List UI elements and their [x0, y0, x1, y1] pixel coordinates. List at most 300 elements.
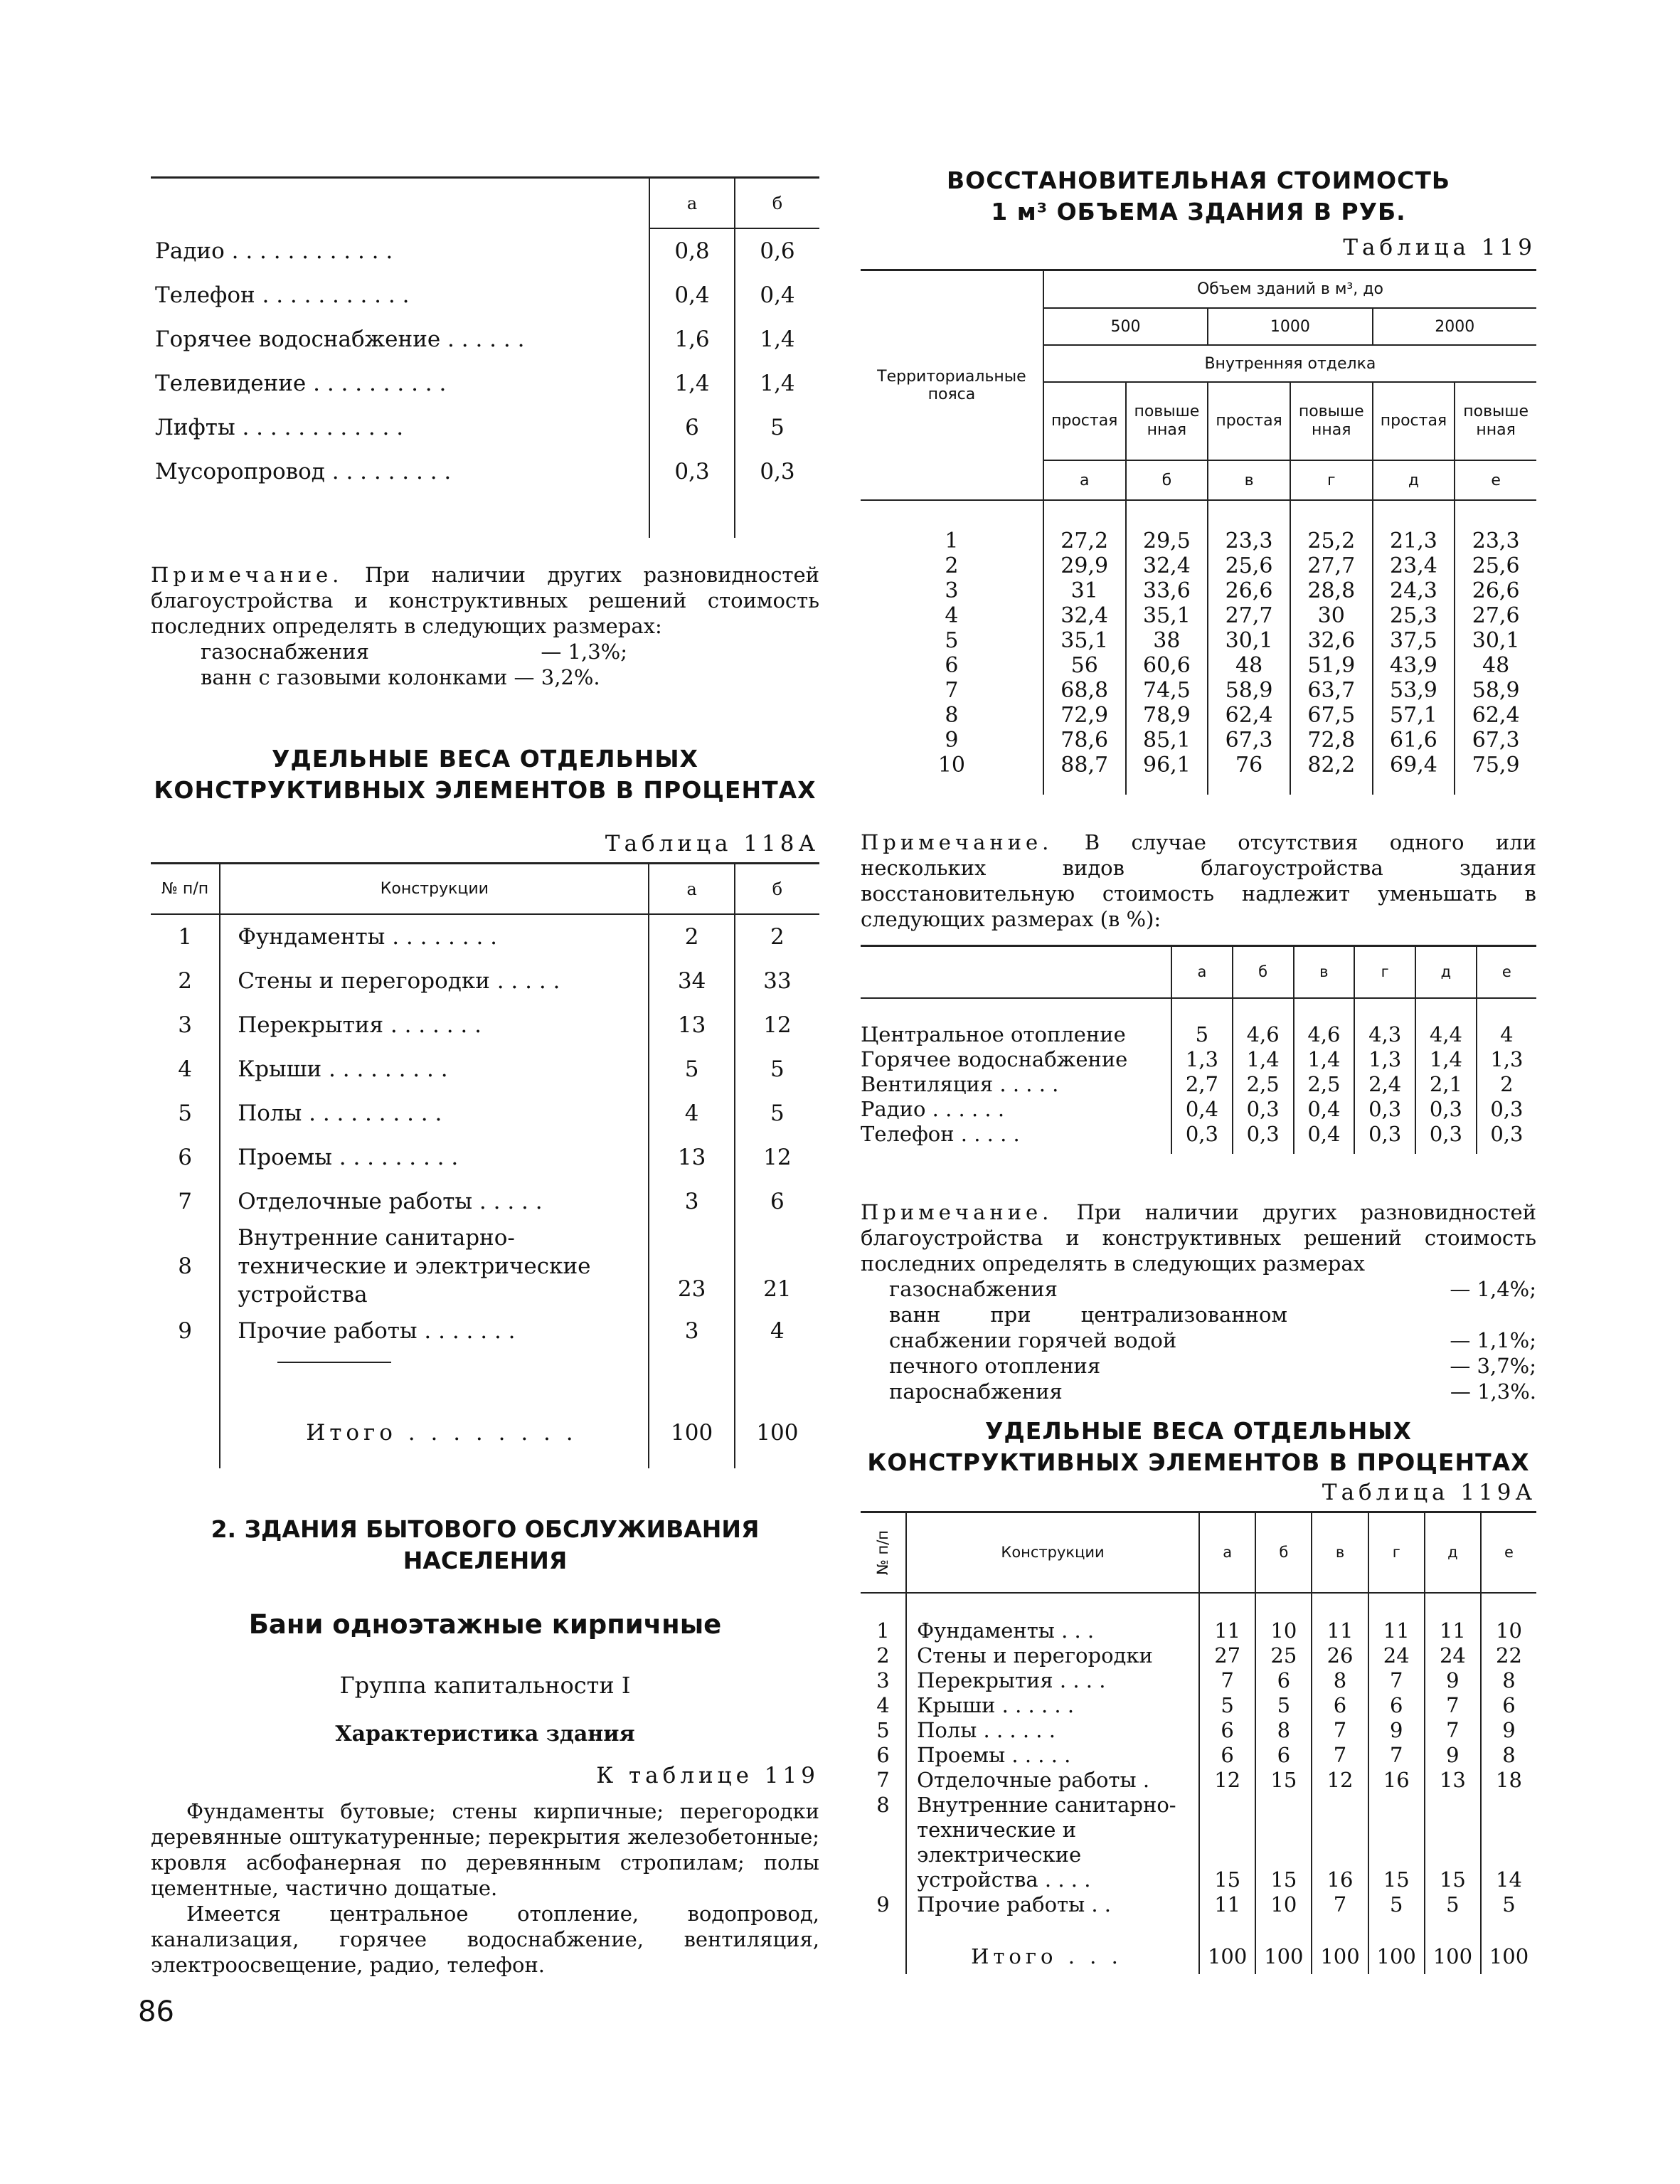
- row-number: 1: [178, 924, 192, 950]
- header-b: б: [735, 864, 819, 914]
- cost-value: 27,6: [1455, 603, 1536, 628]
- weight-value: 6: [1481, 1693, 1536, 1718]
- row-name: Проемы . . . . .: [906, 1743, 1199, 1768]
- weight-value: 11: [1312, 1618, 1368, 1643]
- value-a: 5: [649, 1047, 734, 1091]
- weight-value: 8: [1481, 1668, 1536, 1693]
- weight-value: 14: [1481, 1793, 1536, 1892]
- cost-value: 88,7: [1043, 753, 1126, 778]
- row-name: Отделочные работы . . . . .: [220, 1180, 649, 1224]
- zone-number: 9: [945, 728, 959, 753]
- weight-value: 9: [1481, 1718, 1536, 1743]
- header-finish-type: простая: [1373, 382, 1455, 460]
- reduction-value: 2,4: [1354, 1072, 1415, 1097]
- header-finish: Внутренняя отделка: [1043, 345, 1536, 382]
- value-b: 0,4: [735, 273, 819, 317]
- weight-value: 7: [1312, 1743, 1368, 1768]
- row-label: Телефон . . . . . . . . . . .: [155, 282, 410, 308]
- weight-value: 15: [1368, 1793, 1425, 1892]
- weight-value: 22: [1481, 1643, 1536, 1668]
- value-b: 21: [735, 1224, 819, 1309]
- weight-value: 15: [1255, 1768, 1312, 1793]
- table-row: [151, 1003, 819, 1047]
- row-number: 6: [178, 1145, 192, 1170]
- table-row: [861, 603, 1536, 628]
- table-row: [861, 1743, 1536, 1768]
- weight-value: 7: [1425, 1693, 1481, 1718]
- weight-value: 27: [1199, 1643, 1255, 1668]
- value-a: 13: [649, 1135, 734, 1180]
- weight-value: 8: [1255, 1718, 1312, 1743]
- value-b: 1,4: [735, 361, 819, 405]
- cost-value: 96,1: [1126, 753, 1208, 778]
- zone-number: 6: [945, 653, 959, 678]
- cost-value: 48: [1208, 653, 1290, 678]
- note-text: При наличии других разновидностей благоустройства и конструктивных решений стоимость последних определять в следующих размерах:: [151, 563, 819, 638]
- total-value: 100: [1368, 1939, 1425, 1974]
- cost-value: 61,6: [1373, 728, 1455, 753]
- row-label: Телевидение . . . . . . . . . .: [155, 371, 447, 396]
- title-119-line2: 1 м³ ОБЪЕМА ЗДАНИЯ В РУБ.: [991, 198, 1406, 226]
- note-3-gas: газоснабжения: [889, 1277, 1058, 1301]
- note-3-stove: печного отопления: [889, 1354, 1101, 1378]
- zone-number: 1: [945, 529, 959, 553]
- total-value: 100: [1255, 1939, 1312, 1974]
- cost-value: 43,9: [1373, 653, 1455, 678]
- paragraph-1: Фундаменты бутовые; стены кирпичные; перегородки деревянные оштукатуренные; перекрытия железобетонные; кровля асбофанерная по деревянным стропилам; полы цементные, частично дощатые.: [151, 1799, 819, 1900]
- note-3-baths: ванн при централизованном снабжении горячей водой: [889, 1303, 1287, 1352]
- table-row: [861, 1618, 1536, 1643]
- to-table-119: К таблице 119: [596, 1763, 819, 1788]
- weight-value: 5: [1255, 1693, 1312, 1718]
- table-number-119a: Таблица 119А: [1322, 1480, 1536, 1505]
- reduction-value: 1,3: [1171, 1047, 1233, 1072]
- value-b: 0,3: [735, 450, 819, 494]
- header-finish-type: повышенная: [1455, 382, 1536, 460]
- header-letter: д: [1373, 460, 1455, 500]
- table-row: [861, 1022, 1536, 1047]
- header-no: [861, 1513, 906, 1593]
- note-1: [151, 562, 819, 690]
- header-finish-type: повышенная: [1290, 382, 1373, 460]
- total-label: Итого . . . . . . . .: [220, 1397, 649, 1468]
- cost-value: 25,3: [1373, 603, 1455, 628]
- cost-value: 38: [1126, 628, 1208, 653]
- header-letter: в: [1294, 947, 1355, 998]
- row-number: 5: [876, 1718, 890, 1742]
- weight-value: 9: [1425, 1743, 1481, 1768]
- reduction-value: 0,4: [1294, 1097, 1355, 1122]
- reduction-value: 2,5: [1233, 1072, 1294, 1097]
- table-number-118a: Таблица 118А: [605, 831, 819, 857]
- cost-value: 62,4: [1455, 703, 1536, 728]
- reduction-value: 0,4: [1294, 1122, 1355, 1147]
- title-118a-line1: УДЕЛЬНЫЕ ВЕСА ОТДЕЛЬНЫХ: [271, 745, 699, 773]
- cost-value: 58,9: [1455, 678, 1536, 703]
- row-number: 2: [178, 968, 192, 994]
- reduction-value: 1,4: [1294, 1047, 1355, 1072]
- weight-value: 6: [1199, 1718, 1255, 1743]
- reduction-value: 2,7: [1171, 1072, 1233, 1097]
- table-row: [861, 753, 1536, 778]
- weight-value: 25: [1255, 1643, 1312, 1668]
- header-letter: е: [1477, 947, 1536, 998]
- table-row: [861, 628, 1536, 653]
- weight-value: 7: [1199, 1668, 1255, 1693]
- reduction-value: 4,6: [1294, 1022, 1355, 1047]
- reduction-value: 1,3: [1477, 1047, 1536, 1072]
- weight-value: 6: [1368, 1693, 1425, 1718]
- row-label: Горячее водоснабжение: [861, 1047, 1128, 1071]
- reduction-value: 2,1: [1415, 1072, 1477, 1097]
- section-title: [151, 1514, 819, 1576]
- weight-value: 5: [1199, 1693, 1255, 1718]
- header-letter: г: [1290, 460, 1373, 500]
- header-volume-value: 2000: [1373, 308, 1536, 345]
- table-119: [861, 269, 1536, 795]
- row-name: Внутренние санитарно-технические и электрические устройства . . . .: [906, 1793, 1199, 1892]
- weight-value: 24: [1425, 1643, 1481, 1668]
- row-label: Радио . . . . . . . . . . . .: [155, 238, 393, 264]
- reduction-table: [861, 945, 1536, 1154]
- weight-value: 9: [1425, 1668, 1481, 1693]
- row-name: Полы . . . . . .: [906, 1718, 1199, 1743]
- value-b: 2: [735, 914, 819, 959]
- building-heading: Бани одноэтажные кирпичные: [248, 1609, 722, 1640]
- table-number-119: Таблица 119: [1343, 235, 1536, 260]
- zone-number: 2: [945, 553, 959, 578]
- cost-value: 31: [1043, 578, 1126, 603]
- row-name: Прочие работы . . . . . . .: [220, 1309, 649, 1353]
- weight-value: 16: [1368, 1768, 1425, 1793]
- header-finish-type: простая: [1208, 382, 1290, 460]
- utilities-table: [151, 176, 832, 538]
- reduction-value: 0,3: [1354, 1097, 1415, 1122]
- zone-number: 3: [945, 578, 959, 603]
- cost-value: 23,3: [1208, 529, 1290, 553]
- weight-value: 5: [1425, 1892, 1481, 1917]
- table-row: [861, 1693, 1536, 1718]
- header-no-text: № п/п: [874, 1530, 892, 1576]
- note-3-baths-value: — 1,1%;: [1450, 1328, 1536, 1352]
- section-title-line2: НАСЕЛЕНИЯ: [403, 1547, 568, 1574]
- reduction-value: 0,3: [1233, 1097, 1294, 1122]
- table-row: [151, 1091, 819, 1135]
- weight-value: 11: [1199, 1892, 1255, 1917]
- row-number: 8: [178, 1253, 192, 1279]
- reduction-value: 0,3: [1354, 1122, 1415, 1147]
- note-3-label: Примечание.: [861, 1200, 1053, 1224]
- header-letter: д: [1425, 1513, 1481, 1593]
- header-letter: г: [1368, 1513, 1425, 1593]
- weight-value: 7: [1368, 1668, 1425, 1693]
- paragraph-2: Имеется центральное отопление, водопровод, канализация, горячее водоснабжение, вентиляция, электроосвещение, радио, телефон.: [151, 1902, 819, 1977]
- note-3: [861, 1199, 1536, 1404]
- cost-value: 30,1: [1208, 628, 1290, 653]
- row-name: Крыши . . . . . .: [906, 1693, 1199, 1718]
- cost-value: 74,5: [1126, 678, 1208, 703]
- table-row: [861, 678, 1536, 703]
- cost-value: 68,8: [1043, 678, 1126, 703]
- row-label: Мусоропровод . . . . . . . . .: [155, 459, 452, 484]
- table-row: [151, 1135, 819, 1180]
- header-letter: д: [1415, 947, 1477, 998]
- cost-value: 27,2: [1043, 529, 1126, 553]
- cost-value: 32,6: [1290, 628, 1373, 653]
- value-b: 12: [735, 1135, 819, 1180]
- capital-group: Группа капитальности I: [339, 1672, 631, 1699]
- cost-value: 27,7: [1290, 553, 1373, 578]
- weight-value: 15: [1199, 1793, 1255, 1892]
- reduction-value: 0,3: [1477, 1097, 1536, 1122]
- total-a: 100: [649, 1397, 734, 1468]
- table-row: [861, 1097, 1536, 1122]
- header-letter: б: [1233, 947, 1294, 998]
- note-line-gas: газоснабжения: [201, 640, 369, 664]
- cost-value: 24,3: [1373, 578, 1455, 603]
- row-name: Проемы . . . . . . . . .: [220, 1135, 649, 1180]
- weight-value: 5: [1368, 1892, 1425, 1917]
- header-finish-type: простая: [1043, 382, 1126, 460]
- reduction-value: 1,4: [1233, 1047, 1294, 1072]
- cost-value: 30,1: [1455, 628, 1536, 653]
- value-a: 1,4: [649, 361, 735, 405]
- value-b: 0,6: [735, 228, 819, 273]
- note-3-steam: пароснабжения: [889, 1379, 1063, 1404]
- value-a: 0,8: [649, 228, 735, 273]
- table-row: [151, 1180, 819, 1224]
- table-row: [151, 361, 819, 405]
- table-row: [151, 228, 819, 273]
- title-118a-line2: КОНСТРУКТИВНЫХ ЭЛЕМЕНТОВ В ПРОЦЕНТАХ: [154, 776, 817, 804]
- row-name: Перекрытия . . . . . . .: [220, 1003, 649, 1047]
- reduction-value: 5: [1171, 1022, 1233, 1047]
- table-row: [861, 1072, 1536, 1097]
- header-letter: в: [1312, 1513, 1368, 1593]
- weight-value: 13: [1425, 1768, 1481, 1793]
- row-label: Вентиляция . . . . .: [861, 1072, 1059, 1096]
- cost-value: 67,5: [1290, 703, 1373, 728]
- row-label: Горячее водоснабжение . . . . . .: [155, 327, 525, 352]
- weight-value: 16: [1312, 1793, 1368, 1892]
- table-row: [861, 703, 1536, 728]
- cost-value: 72,8: [1290, 728, 1373, 753]
- row-name: Прочие работы . .: [906, 1892, 1199, 1917]
- weight-value: 12: [1199, 1768, 1255, 1793]
- weight-value: 15: [1425, 1793, 1481, 1892]
- total-b: 100: [735, 1397, 819, 1468]
- note-2: [861, 829, 1536, 932]
- reduction-value: 0,3: [1477, 1122, 1536, 1147]
- cost-value: 69,4: [1373, 753, 1455, 778]
- table-row: [861, 1122, 1536, 1147]
- row-name: Стены и перегородки . . . . .: [220, 959, 649, 1003]
- table-119a: [861, 1511, 1536, 1974]
- value-b: 12: [735, 1003, 819, 1047]
- cost-value: 75,9: [1455, 753, 1536, 778]
- note-label: Примечание.: [151, 563, 344, 587]
- section-title-line1: 2. ЗДАНИЯ БЫТОВОГО ОБСЛУЖИВАНИЯ: [211, 1515, 760, 1543]
- weight-value: 6: [1312, 1693, 1368, 1718]
- table-row: [151, 1224, 819, 1309]
- table-row: [861, 1892, 1536, 1917]
- title-119a-line1: УДЕЛЬНЫЕ ВЕСА ОТДЕЛЬНЫХ: [984, 1417, 1413, 1445]
- reduction-value: 0,3: [1171, 1122, 1233, 1147]
- note-3-gas-value: — 1,4%;: [1450, 1277, 1536, 1301]
- value-a: 34: [649, 959, 734, 1003]
- col-b-header: б: [735, 179, 819, 228]
- row-number: 5: [178, 1101, 192, 1126]
- reduction-value: 1,4: [1415, 1047, 1477, 1072]
- weight-value: 15: [1255, 1793, 1312, 1892]
- header-volume: Объем зданий в м³, до: [1043, 271, 1536, 308]
- weight-value: 5: [1481, 1892, 1536, 1917]
- cost-value: 60,6: [1126, 653, 1208, 678]
- note-line-baths: ванн с газовыми колонками — 3,2%.: [201, 665, 600, 689]
- note-line-gas-value: — 1,3%;: [541, 640, 627, 664]
- total-label: Итого . . .: [906, 1939, 1199, 1974]
- title-118a: [151, 743, 819, 806]
- reduction-value: 0,4: [1171, 1097, 1233, 1122]
- total-value: 100: [1481, 1939, 1536, 1974]
- weight-value: 7: [1368, 1743, 1425, 1768]
- weight-value: 7: [1312, 1892, 1368, 1917]
- title-119: [861, 165, 1536, 228]
- cost-value: 29,9: [1043, 553, 1126, 578]
- cost-value: 78,9: [1126, 703, 1208, 728]
- cost-value: 29,5: [1126, 529, 1208, 553]
- header-volume-value: 1000: [1208, 308, 1372, 345]
- cost-value: 67,3: [1455, 728, 1536, 753]
- reduction-value: 0,3: [1233, 1122, 1294, 1147]
- row-number: 9: [876, 1892, 890, 1917]
- zone-number: 5: [945, 628, 959, 653]
- weight-value: 7: [1312, 1718, 1368, 1743]
- row-number: 2: [876, 1643, 890, 1668]
- cost-value: 37,5: [1373, 628, 1455, 653]
- value-a: 2: [649, 914, 734, 959]
- cost-value: 51,9: [1290, 653, 1373, 678]
- cost-value: 82,2: [1290, 753, 1373, 778]
- cost-value: 25,2: [1290, 529, 1373, 553]
- table-row: [151, 405, 819, 450]
- row-name: Перекрытия . . . .: [906, 1668, 1199, 1693]
- cost-value: 78,6: [1043, 728, 1126, 753]
- note-3-text: При наличии других разновидностей благоустройства и конструктивных решений стоимость последних определять в следующих размерах: [861, 1200, 1536, 1276]
- cost-value: 32,4: [1126, 553, 1208, 578]
- row-name: Полы . . . . . . . . . .: [220, 1091, 649, 1135]
- cost-value: 35,1: [1043, 628, 1126, 653]
- weight-value: 10: [1481, 1618, 1536, 1643]
- cost-value: 56: [1043, 653, 1126, 678]
- table-118a: [151, 862, 832, 1468]
- cost-value: 48: [1455, 653, 1536, 678]
- value-b: 5: [735, 405, 819, 450]
- cost-value: 33,6: [1126, 578, 1208, 603]
- note-2-label: Примечание.: [861, 830, 1053, 854]
- row-number: 1: [876, 1618, 890, 1643]
- row-name: Крыши . . . . . . . . .: [220, 1047, 649, 1091]
- table-row: [861, 1047, 1536, 1072]
- value-a: 0,3: [649, 450, 735, 494]
- header-letter: е: [1455, 460, 1536, 500]
- zone-number: 8: [945, 703, 959, 728]
- cost-value: 28,8: [1290, 578, 1373, 603]
- table-row: [151, 959, 819, 1003]
- header-letter: г: [1354, 947, 1415, 998]
- weight-value: 8: [1312, 1668, 1368, 1693]
- row-name: Фундаменты . . .: [906, 1618, 1199, 1643]
- zone-number: 10: [937, 753, 966, 778]
- reduction-value: 1,3: [1354, 1047, 1415, 1072]
- reduction-value: 4,4: [1415, 1022, 1477, 1047]
- title-119a-line2: КОНСТРУКТИВНЫХ ЭЛЕМЕНТОВ В ПРОЦЕНТАХ: [867, 1448, 1530, 1476]
- table-row: [861, 578, 1536, 603]
- table-row: [861, 1643, 1536, 1668]
- note-3-stove-value: — 3,7%;: [1450, 1354, 1536, 1378]
- table-row: [861, 1793, 1536, 1892]
- header-name: Конструкции: [220, 864, 649, 914]
- table-row: [861, 1768, 1536, 1793]
- header-volume-value: 500: [1043, 308, 1208, 345]
- row-name: Стены и перегородки: [906, 1643, 1199, 1668]
- reduction-value: 2,5: [1294, 1072, 1355, 1097]
- weight-value: 18: [1481, 1768, 1536, 1793]
- value-a: 1,6: [649, 317, 735, 361]
- value-a: 0,4: [649, 273, 735, 317]
- weight-value: 26: [1312, 1643, 1368, 1668]
- header-letter: а: [1171, 947, 1233, 998]
- header-no: № п/п: [151, 864, 220, 914]
- cost-value: 21,3: [1373, 529, 1455, 553]
- cost-value: 30: [1290, 603, 1373, 628]
- cost-value: 58,9: [1208, 678, 1290, 703]
- header-finish-type: повышенная: [1126, 382, 1208, 460]
- row-label: Лифты . . . . . . . . . . . .: [155, 415, 404, 440]
- weight-value: 6: [1255, 1668, 1312, 1693]
- header-letter: е: [1481, 1513, 1536, 1593]
- row-label: Центральное отопление: [861, 1022, 1126, 1046]
- header-name: Конструкции: [906, 1513, 1199, 1593]
- weight-value: 6: [1255, 1743, 1312, 1768]
- value-b: 4: [735, 1309, 819, 1353]
- value-a: 3: [649, 1180, 734, 1224]
- cost-value: 35,1: [1126, 603, 1208, 628]
- table-row: [861, 1718, 1536, 1743]
- row-number: 7: [876, 1768, 890, 1792]
- title-119-line1: ВОССТАНОВИТЕЛЬНАЯ СТОИМОСТЬ: [947, 166, 1450, 194]
- total-value: 100: [1199, 1939, 1255, 1974]
- value-b: 1,4: [735, 317, 819, 361]
- value-b: 5: [735, 1091, 819, 1135]
- row-number: 8: [876, 1793, 890, 1817]
- cost-value: 72,9: [1043, 703, 1126, 728]
- total-value: 100: [1312, 1939, 1368, 1974]
- table-row: [151, 273, 819, 317]
- title-119a: [861, 1416, 1536, 1478]
- cost-value: 62,4: [1208, 703, 1290, 728]
- cost-value: 57,1: [1373, 703, 1455, 728]
- zone-number: 4: [945, 603, 959, 628]
- value-a: 13: [649, 1003, 734, 1047]
- header-zone: Территориальные пояса: [861, 271, 1043, 500]
- total-value: 100: [1425, 1939, 1481, 1974]
- header-letter: а: [1199, 1513, 1255, 1593]
- table-row: [861, 1668, 1536, 1693]
- weight-value: 8: [1481, 1743, 1536, 1768]
- header-a: а: [649, 864, 734, 914]
- reduction-value: 0,3: [1415, 1097, 1477, 1122]
